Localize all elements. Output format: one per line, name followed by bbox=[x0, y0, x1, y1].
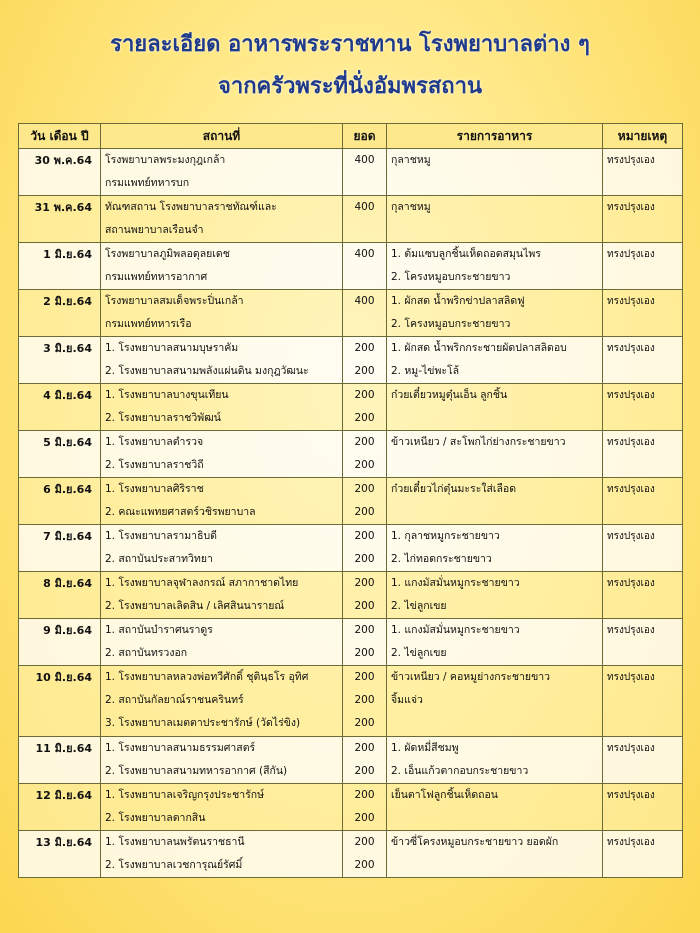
amount-line: 400 bbox=[354, 201, 375, 213]
food-line: ข้าวเหนียว / คอหมูย่างกระชายขาว bbox=[391, 671, 551, 683]
place-cell bbox=[101, 243, 343, 290]
date-text: 12 มิ.ย.64 bbox=[35, 789, 92, 802]
note-text: ทรงปรุงเอง bbox=[607, 437, 655, 448]
amount-cell bbox=[343, 196, 387, 243]
place-line: สถานพยาบาลเรือนจำ bbox=[105, 224, 204, 236]
place-cell bbox=[101, 619, 343, 666]
note-text: ทรงปรุงเอง bbox=[607, 296, 655, 307]
amount-line: 200 bbox=[354, 483, 375, 495]
note-text: ทรงปรุงเอง bbox=[607, 672, 655, 683]
food-line: ก๋วยเตี๋ยวไก่ตุ๋นมะระใส่เลือด bbox=[391, 483, 517, 495]
note-cell bbox=[603, 337, 683, 384]
note-text: ทรงปรุงเอง bbox=[607, 790, 655, 801]
amount-line: 400 bbox=[354, 295, 375, 307]
place-cell bbox=[101, 384, 343, 431]
food-line: 1. แกงมัสมั่นหมูกระชายขาว bbox=[391, 624, 520, 636]
note-cell bbox=[603, 737, 683, 784]
note-cell bbox=[603, 666, 683, 737]
place-line: 1. โรงพยาบาลจุฬาลงกรณ์ สภากาชาดไทย bbox=[105, 577, 299, 589]
table-row bbox=[19, 831, 683, 878]
note-text: ทรงปรุงเอง bbox=[607, 390, 655, 401]
food-cell bbox=[387, 243, 603, 290]
note-cell bbox=[603, 431, 683, 478]
note-text: ทรงปรุงเอง bbox=[607, 743, 655, 754]
place-line: กรมแพทย์ทหารอากาศ bbox=[105, 271, 208, 283]
amount-line: 200 bbox=[354, 412, 375, 424]
food-line: 1. ผักสด น้ำพริกกระชายผัดปลาสลิดอบ bbox=[391, 342, 567, 354]
table-row bbox=[19, 337, 683, 384]
place-line: 1. โรงพยาบาลนพรัตนราชธานี bbox=[105, 836, 245, 848]
amount-cell bbox=[343, 290, 387, 337]
header-amount: ยอด bbox=[343, 124, 387, 149]
amount-line: 200 bbox=[354, 553, 375, 565]
note-cell bbox=[603, 196, 683, 243]
food-line: เย็นตาโฟลูกชิ้นเห็ดถอน bbox=[391, 789, 498, 801]
food-cell bbox=[387, 666, 603, 737]
place-line: โรงพยาบาลพระมงกุฎเกล้า bbox=[105, 154, 226, 166]
date-text: 31 พ.ค.64 bbox=[34, 201, 92, 214]
place-cell bbox=[101, 525, 343, 572]
food-line: 2. เอ็นแก้วตากอบกระชายขาว bbox=[391, 765, 529, 777]
food-cell bbox=[387, 478, 603, 525]
place-line: 2. โรงพยาบาลราชวิพัฒน์ bbox=[105, 412, 221, 424]
note-text: ทรงปรุงเอง bbox=[607, 202, 655, 213]
food-line: 1. ต้มแซบลูกชิ้นเห็ดถอดสมุนไพร bbox=[391, 248, 541, 260]
date-cell bbox=[19, 478, 101, 525]
place-line: 1. โรงพยาบาลตำรวจ bbox=[105, 436, 204, 448]
note-cell bbox=[603, 478, 683, 525]
place-line: ทัณฑสถาน โรงพยาบาลราชทัณฑ์และ bbox=[105, 201, 277, 213]
amount-cell bbox=[343, 572, 387, 619]
place-line: 2. สถาบันกัลยาณ์ราชนครินทร์ bbox=[105, 694, 244, 706]
note-cell bbox=[603, 525, 683, 572]
food-cell bbox=[387, 290, 603, 337]
place-line: 2. โรงพยาบาลสนามพลังแผ่นดิน มงกุฎวัฒนะ bbox=[105, 365, 309, 377]
amount-line: 200 bbox=[354, 530, 375, 542]
table-row bbox=[19, 243, 683, 290]
amount-line: 200 bbox=[354, 812, 375, 824]
food-cell bbox=[387, 384, 603, 431]
amount-line: 200 bbox=[354, 342, 375, 354]
place-line: 3. โรงพยาบาลเมตตาประชารักษ์ (วัดไร่ขิง) bbox=[105, 717, 301, 729]
date-text: 9 มิ.ย.64 bbox=[43, 624, 92, 637]
place-cell bbox=[101, 478, 343, 525]
date-text: 5 มิ.ย.64 bbox=[43, 436, 92, 449]
food-line: 2. โครงหมูอบกระชายขาว bbox=[391, 271, 511, 283]
food-line: 2. หมู-ไข่พะโล้ bbox=[391, 365, 460, 377]
food-cell bbox=[387, 149, 603, 196]
table-row bbox=[19, 290, 683, 337]
amount-line: 200 bbox=[354, 506, 375, 518]
note-cell bbox=[603, 149, 683, 196]
amount-line: 200 bbox=[354, 436, 375, 448]
place-cell bbox=[101, 337, 343, 384]
food-cell bbox=[387, 572, 603, 619]
place-line: 2. สถาบันประสาทวิทยา bbox=[105, 553, 213, 565]
date-text: 10 มิ.ย.64 bbox=[35, 671, 92, 684]
place-line: 2. โรงพยาบาลตากสิน bbox=[105, 812, 206, 824]
date-cell bbox=[19, 572, 101, 619]
place-cell bbox=[101, 431, 343, 478]
place-line: 2. โรงพยาบาลเวชการุณย์รัศมิ์ bbox=[105, 859, 243, 871]
table-row bbox=[19, 196, 683, 243]
table-row bbox=[19, 619, 683, 666]
place-line: กรมแพทย์ทหารบก bbox=[105, 177, 190, 189]
amount-line: 200 bbox=[354, 647, 375, 659]
place-line: 1. โรงพยาบาลรามาธิบดี bbox=[105, 530, 217, 542]
food-cell bbox=[387, 196, 603, 243]
amount-cell bbox=[343, 384, 387, 431]
amount-line: 200 bbox=[354, 717, 375, 729]
date-text: 11 มิ.ย.64 bbox=[35, 742, 92, 755]
table-row bbox=[19, 737, 683, 784]
table-row bbox=[19, 572, 683, 619]
header-note: หมายเหตุ bbox=[603, 124, 683, 149]
place-cell bbox=[101, 737, 343, 784]
table-row bbox=[19, 478, 683, 525]
header-place: สถานที่ bbox=[101, 124, 343, 149]
place-line: 2. คณะแพทยศาสตร์วชิรพยาบาล bbox=[105, 506, 256, 518]
page-subtitle: จากครัวพระที่นั่งอัมพรสถาน bbox=[217, 74, 483, 99]
table-row bbox=[19, 149, 683, 196]
food-line: 1. แกงมัสมั่นหมูกระชายขาว bbox=[391, 577, 520, 589]
amount-line: 200 bbox=[354, 789, 375, 801]
amount-line: 200 bbox=[354, 859, 375, 871]
food-line: จิ้มแจ่ว bbox=[391, 694, 423, 706]
header-date: วัน เดือน ปี bbox=[19, 124, 101, 149]
table-body bbox=[19, 149, 683, 878]
food-cell bbox=[387, 737, 603, 784]
place-line: โรงพยาบาลสมเด็จพระปิ่นเกล้า bbox=[105, 295, 244, 307]
amount-cell bbox=[343, 666, 387, 737]
date-text: 13 มิ.ย.64 bbox=[35, 836, 92, 849]
date-text: 8 มิ.ย.64 bbox=[43, 577, 92, 590]
food-cell bbox=[387, 619, 603, 666]
amount-cell bbox=[343, 737, 387, 784]
amount-cell bbox=[343, 525, 387, 572]
date-text: 2 มิ.ย.64 bbox=[43, 295, 92, 308]
place-line: 2. โรงพยาบาลเลิดสิน / เลิศสินนารายณ์ bbox=[105, 600, 285, 612]
note-text: ทรงปรุงเอง bbox=[607, 343, 655, 354]
amount-line: 200 bbox=[354, 600, 375, 612]
food-line: กุลาชหมู bbox=[391, 201, 431, 213]
place-line: 1. โรงพยาบาลหลวงพ่อทวีศักดิ์ ชุตินฺธโร อุทิศ bbox=[105, 671, 309, 683]
date-cell bbox=[19, 196, 101, 243]
date-text: 4 มิ.ย.64 bbox=[43, 389, 92, 402]
amount-cell bbox=[343, 478, 387, 525]
note-cell bbox=[603, 784, 683, 831]
table-header-row bbox=[19, 124, 683, 149]
food-line: 2. ไก่ทอดกระชายขาว bbox=[391, 553, 492, 565]
note-cell bbox=[603, 831, 683, 878]
note-cell bbox=[603, 243, 683, 290]
amount-cell bbox=[343, 149, 387, 196]
food-cell bbox=[387, 831, 603, 878]
amount-line: 200 bbox=[354, 365, 375, 377]
food-line: ข้าวซี่โครงหมูอบกระชายขาว ยอดผัก bbox=[391, 836, 559, 848]
amount-line: 200 bbox=[354, 671, 375, 683]
amount-cell bbox=[343, 337, 387, 384]
place-cell bbox=[101, 831, 343, 878]
amount-line: 200 bbox=[354, 836, 375, 848]
place-cell bbox=[101, 572, 343, 619]
food-cell bbox=[387, 431, 603, 478]
place-line: 1. โรงพยาบาลศิริราช bbox=[105, 483, 204, 495]
food-line: 1. ผักสด น้ำพริกข่าปลาสลิดฟู bbox=[391, 295, 525, 307]
place-line: 1. โรงพยาบาลสนามบุษราคัม bbox=[105, 342, 239, 354]
note-text: ทรงปรุงเอง bbox=[607, 531, 655, 542]
table-row bbox=[19, 525, 683, 572]
date-cell bbox=[19, 290, 101, 337]
place-line: โรงพยาบาลภูมิพลอดุลยเดช bbox=[105, 248, 230, 260]
amount-cell bbox=[343, 831, 387, 878]
note-cell bbox=[603, 572, 683, 619]
food-line: 2. โครงหมูอบกระชายขาว bbox=[391, 318, 511, 330]
header-food: รายการอาหาร bbox=[387, 124, 603, 149]
note-text: ทรงปรุงเอง bbox=[607, 578, 655, 589]
date-text: 1 มิ.ย.64 bbox=[43, 248, 92, 261]
amount-cell bbox=[343, 619, 387, 666]
note-text: ทรงปรุงเอง bbox=[607, 249, 655, 260]
food-line: กุลาชหมู bbox=[391, 154, 431, 166]
amount-line: 200 bbox=[354, 694, 375, 706]
food-line: ก๋วยเตี๋ยวหมูตุ๋นเอ็น ลูกชิ้น bbox=[391, 389, 508, 401]
date-cell bbox=[19, 784, 101, 831]
date-cell bbox=[19, 431, 101, 478]
food-cell bbox=[387, 784, 603, 831]
place-cell bbox=[101, 666, 343, 737]
date-cell bbox=[19, 384, 101, 431]
table-row bbox=[19, 784, 683, 831]
date-text: 30 พ.ค.64 bbox=[34, 154, 92, 167]
food-line: 2. ไข่ลูกเขย bbox=[391, 600, 447, 612]
place-line: 2. สถาบันทรวงอก bbox=[105, 647, 188, 659]
amount-line: 200 bbox=[354, 624, 375, 636]
place-line: 2. โรงพยาบาลสนามทหารอากาศ (สีกัน) bbox=[105, 765, 288, 777]
note-cell bbox=[603, 619, 683, 666]
food-line: 1. กุลาชหมูกระชายขาว bbox=[391, 530, 500, 542]
food-cell bbox=[387, 525, 603, 572]
food-line: 2. ไข่ลูกเขย bbox=[391, 647, 447, 659]
food-cell bbox=[387, 337, 603, 384]
date-cell bbox=[19, 337, 101, 384]
table-row bbox=[19, 384, 683, 431]
place-cell bbox=[101, 196, 343, 243]
date-cell bbox=[19, 831, 101, 878]
place-line: 2. โรงพยาบาลราชวิถี bbox=[105, 459, 204, 471]
place-cell bbox=[101, 784, 343, 831]
amount-line: 200 bbox=[354, 577, 375, 589]
place-line: 1. โรงพยาบาลบางขุนเทียน bbox=[105, 389, 229, 401]
date-cell bbox=[19, 525, 101, 572]
food-line: ข้าวเหนียว / สะโพกไก่ย่างกระชายขาว bbox=[391, 436, 566, 448]
table-row bbox=[19, 431, 683, 478]
amount-line: 200 bbox=[354, 742, 375, 754]
place-line: 1. โรงพยาบาลสนามธรรมศาสตร์ bbox=[105, 742, 256, 754]
note-text: ทรงปรุงเอง bbox=[607, 484, 655, 495]
date-cell bbox=[19, 619, 101, 666]
amount-line: 200 bbox=[354, 459, 375, 471]
page-title: รายละเอียด อาหารพระราชทาน โรงพยาบาลต่าง ๆ bbox=[110, 32, 590, 57]
amount-line: 200 bbox=[354, 765, 375, 777]
note-cell bbox=[603, 384, 683, 431]
note-cell bbox=[603, 290, 683, 337]
food-line: 1. ผัดหมี่สีชมพู bbox=[391, 742, 459, 754]
amount-line: 400 bbox=[354, 154, 375, 166]
note-text: ทรงปรุงเอง bbox=[607, 155, 655, 166]
place-line: 1. สถาบันบำราศนราดูร bbox=[105, 624, 213, 636]
date-cell bbox=[19, 149, 101, 196]
place-line: กรมแพทย์ทหารเรือ bbox=[105, 318, 192, 330]
place-cell bbox=[101, 290, 343, 337]
amount-cell bbox=[343, 784, 387, 831]
amount-line: 200 bbox=[354, 389, 375, 401]
place-line: 1. โรงพยาบาลเจริญกรุงประชารักษ์ bbox=[105, 789, 265, 801]
date-cell bbox=[19, 737, 101, 784]
place-cell bbox=[101, 149, 343, 196]
date-cell bbox=[19, 666, 101, 737]
note-text: ทรงปรุงเอง bbox=[607, 625, 655, 636]
date-text: 6 มิ.ย.64 bbox=[43, 483, 92, 496]
date-text: 3 มิ.ย.64 bbox=[43, 342, 92, 355]
date-cell bbox=[19, 243, 101, 290]
amount-line: 400 bbox=[354, 248, 375, 260]
note-text: ทรงปรุงเอง bbox=[607, 837, 655, 848]
food-schedule-table bbox=[18, 123, 683, 878]
table-row bbox=[19, 666, 683, 737]
amount-cell bbox=[343, 431, 387, 478]
amount-cell bbox=[343, 243, 387, 290]
date-text: 7 มิ.ย.64 bbox=[43, 530, 92, 543]
